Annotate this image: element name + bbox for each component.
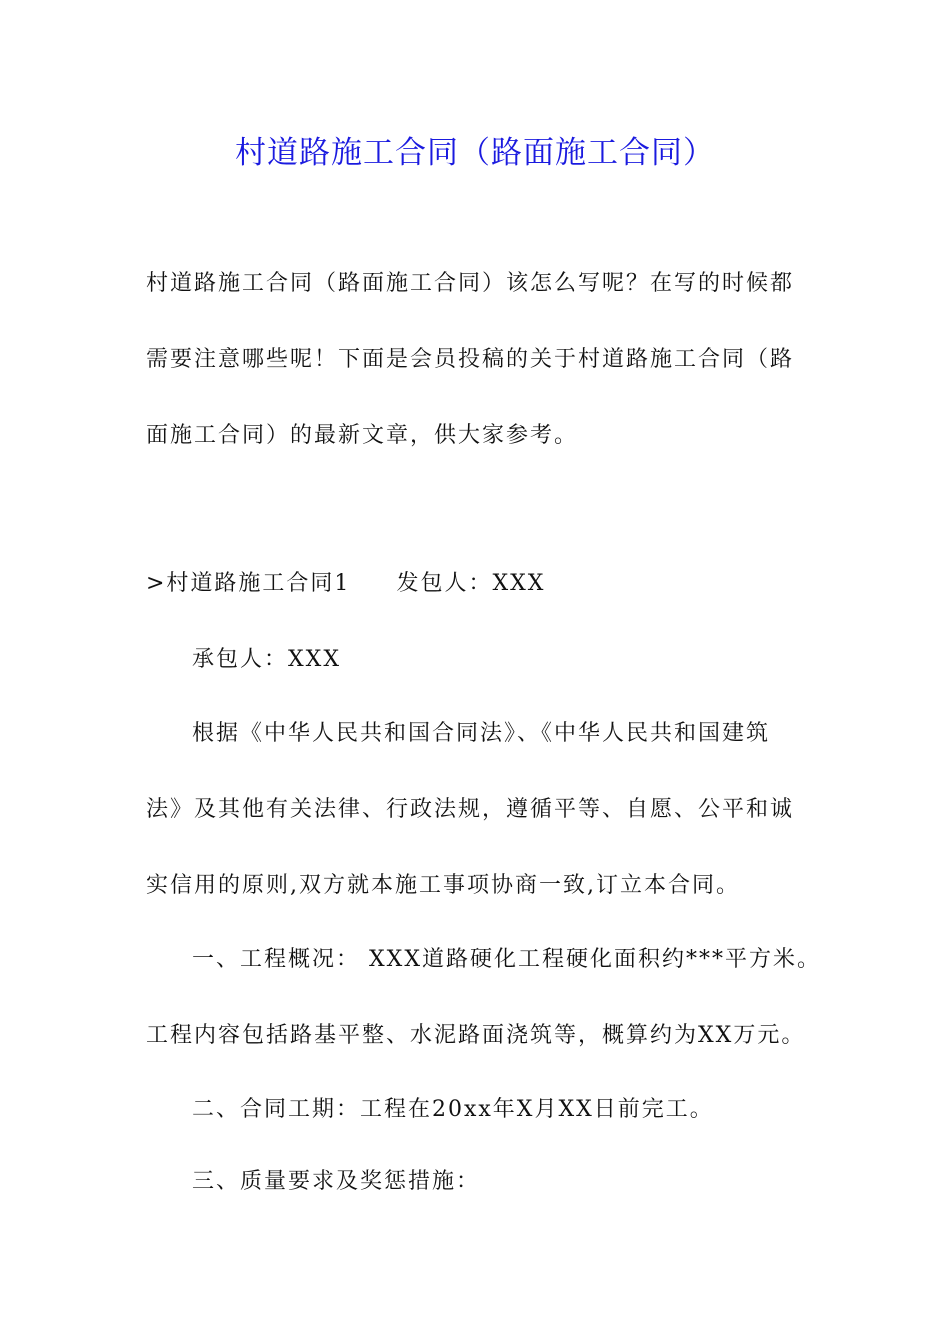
section-heading: >村道路施工合同1 [146, 571, 351, 596]
basis-line-3: 实信用的原则,双方就本施工事项协商一致,订立本合同。 [146, 873, 740, 898]
item1-line-2: 工程内容包括路基平整、水泥路面浇筑等，概算约为XX万元。 [146, 1023, 806, 1048]
intro-line: 需要注意哪些呢！下面是会员投稿的关于村道路施工合同（路 [146, 347, 795, 372]
employer-line: 发包人：XXX [396, 571, 546, 596]
item2-line: 二、合同工期：工程在20xx年X月XX日前完工。 [192, 1097, 714, 1122]
item1-line-1: 一、工程概况： XXX道路硬化工程硬化面积约***平方米。 [192, 947, 821, 972]
intro-line: 村道路施工合同（路面施工合同）该怎么写呢？在写的时候都 [146, 271, 795, 296]
section-heading-line [146, 546, 846, 622]
item3-line: 三、质量要求及奖惩措施： [192, 1169, 481, 1194]
contractor-line: 承包人：XXX [192, 647, 341, 672]
basis-line-1: 根据《中华人民共和国合同法》、《中华人民共和国建筑 [192, 721, 771, 746]
intro-line: 面施工合同）的最新文章，供大家参考。 [146, 423, 579, 448]
basis-line-2: 法》及其他有关法律、行政法规，遵循平等、自愿、公平和诚 [146, 797, 795, 822]
intro-paragraph [146, 246, 846, 474]
document-title: 村道路施工合同（路面施工合同） [235, 135, 715, 171]
